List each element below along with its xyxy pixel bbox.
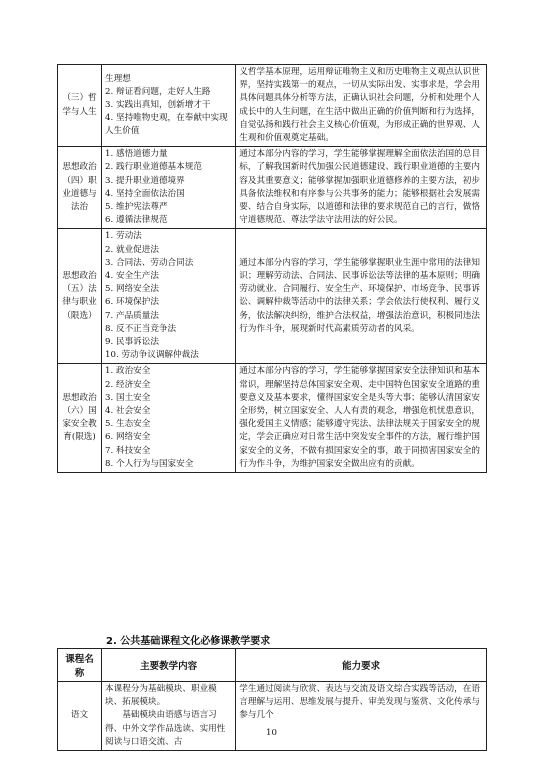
requirement-description-cell: 通过本部分内容的学习，学生能够掌握国家安全法律知识和基本常识，理解坚持总体国家安全观、走中国特色国家安全道路的重要意义及基本要求，懂得国家安全是头等大事；能够认清国家安全形势，树立国家安全、人人有责的观念，增强危机忧患意识，强化爱国主义情感；能够遵守宪法、法律法规关于国家安全的规定，学会正确应对日常生活中突发安全事件的方法，履行维护国家安全的义务，不做有损国家安全的事，敢于同损害国家安全的行为作斗争，为维护国家安全做出应有的贡献。 [236,364,487,473]
content-item: 7. 产品质量法 [105,310,159,321]
content-item: 3. 实践出真知，创新增才干 [105,100,211,110]
header-course-name: 课程名称 [58,649,102,682]
content-item: 7. 科技安全 [105,445,151,456]
module-title-line: 思想政治 [62,162,97,173]
module-title-line: 思想政治 [62,271,97,282]
content-item: 2. 就业促进法 [105,244,159,255]
content-items-cell [102,147,236,229]
content-item: 4. 社会安全 [105,406,151,417]
content-item: 6. 网络安全 [105,432,151,443]
content-item: 1. 感悟道德力量 [105,149,168,160]
table-header-row [58,649,487,682]
content-item: 2. 辩证看问题，走好人生路 [105,86,211,97]
content-item: 5. 网络安全法 [105,284,159,295]
content-item: 4. 安全生产法 [105,271,159,282]
requirement-description-cell: 义哲学基本原理，运用辩证唯物主义和历史唯物主义观点认识世界，坚持实践第一的观点，一切从实际出发、实事求是，学会用具体问题具体分析等方法，正确认识社会问题，分析和处理个人成长中的人生问题，在生活中做出正确的价值判断和行为选择，自觉弘扬和践行社会主义核心价值观，为形成正确的世界观、人生观和价值观奠定基础。 [236,65,487,147]
module-title-line: （三）哲 [62,93,97,104]
content-item: 9. 民事诉讼法 [105,337,159,348]
module-title-cell [58,364,102,473]
section-heading: 2. 公共基础课程文化必修课教学要求 [106,636,271,647]
content-paragraph: 本课程分为基础模块、职业模块、拓展模块。 [105,684,217,708]
requirement-description-cell: 通过本部分内容的学习，学生能够掌握职业生涯中常用的法律知识；理解劳动法、合同法、民事诉讼法等法律的基本原则；明确劳动就业、合同履行、安全生产、环境保护、市场竞争、民事诉讼、调解仲裁等活动中的法律关系；学会依法行使权利、履行义务，依法解决纠纷，维护合法权益，增强法治意识，积极同违法行为作斗争，展现新时代高素质劳动者的风采。 [236,229,487,364]
content-paragraph: 基础模块由语感与语言习得、中外文学作品选读、实用性阅读与口语交流、古 [105,710,226,747]
ability-cell: 学生通过阅读与欣赏、表达与交流及语文综合实践等活动，在语言理解与运用、思维发展与提升、审美发现与鉴赏、文化传承与参与几个 [236,682,487,751]
requirement-description-cell: 通过本部分内容的学习，学生能够掌握理解全面依法治国的总目标，了解我国新时代加强公民道德建设、践行职业道德的主要内容及其重要意义；能够掌握加强职业道德修养的主要方法，初步具备依法维权和有序参与公共事务的能力；能够根据社会发展需要、结合自身实际，以道德和法律的要求规范自己的言行，做恪守道德规范、尊法学法守法用法的好公民。 [236,147,487,229]
content-item: 4. 坚持唯物史观，在奉献中实现人生价值 [105,113,228,137]
content-item: 1. 劳动法 [105,231,142,242]
content-items-cell [102,364,236,473]
module-title-line: 思想政治 [62,392,97,403]
table-row [58,364,487,473]
module-title-line: 育(限选) [63,432,96,443]
content-item: 3. 国土安全 [105,392,151,403]
content-item: 5. 生态安全 [105,419,151,430]
module-title-line: （限选） [62,310,97,321]
course-name-cell: 语文 [58,682,102,751]
content-item: 8. 个人行为与国家安全 [105,458,194,469]
table-row [58,65,487,147]
content-item: 6. 遵循法律规范 [105,215,168,226]
module-title-line: 家安全教 [62,419,97,430]
module-title-cell [58,65,102,147]
content-item: 6. 环境保护法 [105,297,159,308]
module-title-line: 法治 [70,202,89,213]
table-row [58,229,487,364]
content-items-cell [102,65,236,147]
content-item: 1. 政治安全 [105,366,151,377]
module-title-line: 律与职业 [62,297,97,308]
content-item: 4. 坚持全面依法治国 [105,188,185,199]
table-row [58,682,487,751]
content-item: 3. 合同法、劳动合同法 [105,257,194,268]
content-items-cell [102,229,236,364]
content-item: 生理想 [105,73,131,84]
content-item: 2. 践行职业道德基本规范 [105,162,202,173]
module-title-line: （四）职 [62,175,97,186]
header-main-content: 主要教学内容 [102,649,236,682]
module-title-line: （五）法 [62,284,97,295]
content-item: 10. 劳动争议调解仲裁法 [105,350,199,361]
content-item: 5. 维护宪法尊严 [105,202,168,213]
module-title-cell [58,147,102,229]
page-number: 10 [266,728,277,738]
course-requirements-table [57,64,487,473]
content-cell [102,682,236,751]
module-title-line: 学与人生 [62,106,97,117]
module-title-cell [58,229,102,364]
header-ability: 能力要求 [236,649,487,682]
content-item: 2. 经济安全 [105,379,151,390]
table-row [58,147,487,229]
module-title-line: 业道德与 [62,188,97,199]
content-item: 8. 反不正当竞争法 [105,323,177,334]
module-title-line: （六）国 [62,406,97,417]
content-item: 3. 提升职业道德境界 [105,175,185,186]
